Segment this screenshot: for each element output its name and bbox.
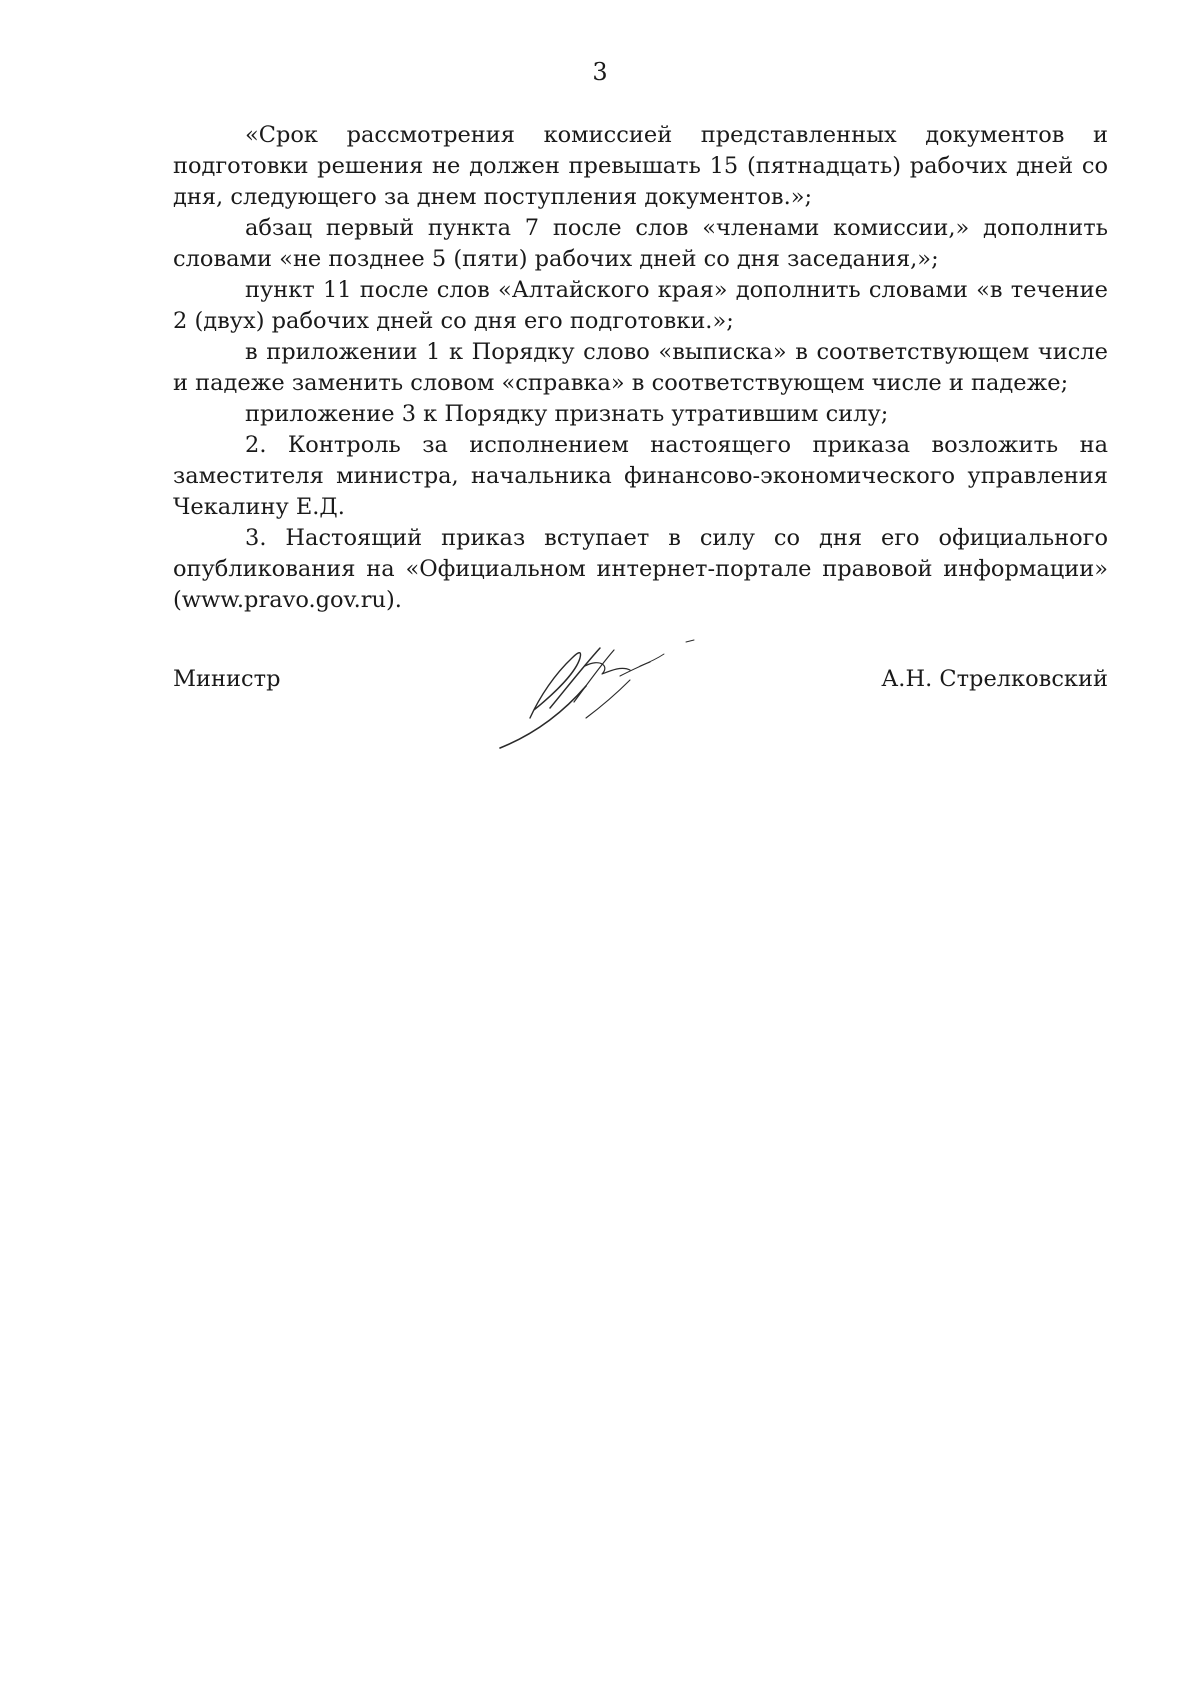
paragraph: абзац первый пункта 7 после слов «членами комиссии,» дополнить словами «не позднее 5 (пяти) рабочих дней со дня заседания,»; (173, 215, 1108, 272)
paragraph: 3. Настоящий приказ вступает в силу со дня его официального опубликования на «Официальном интернет-портале правовой информации» (www.pravo.gov.ru). (173, 525, 1108, 613)
handwritten-signature (490, 636, 770, 756)
paragraph: «Срок рассмотрения комиссией представленных документов и подготовки решения не должен превышать 15 (пятнадцать) рабочих дней со дня, следующего за днем поступления документов.»; (173, 122, 1108, 210)
paragraph: в приложении 1 к Порядку слово «выписка» в соответствующем числе и падеже заменить словом «справка» в соответствующем числе и падеже; (173, 339, 1108, 396)
signer-name: А.Н. Стрелковский (881, 666, 1108, 692)
paragraph: пункт 11 после слов «Алтайского края» дополнить словами «в течение 2 (двух) рабочих дней со дня его подготовки.»; (173, 277, 1108, 334)
document-body (173, 120, 1108, 616)
paragraph: приложение 3 к Порядку признать утратившим силу; (245, 401, 889, 427)
paragraph: 2. Контроль за исполнением настоящего приказа возложить на заместителя министра, начальника финансово-экономического управления Чекалину Е.Д. (173, 432, 1108, 520)
signer-title: Министр (173, 666, 281, 692)
page-number: 3 (592, 58, 608, 86)
